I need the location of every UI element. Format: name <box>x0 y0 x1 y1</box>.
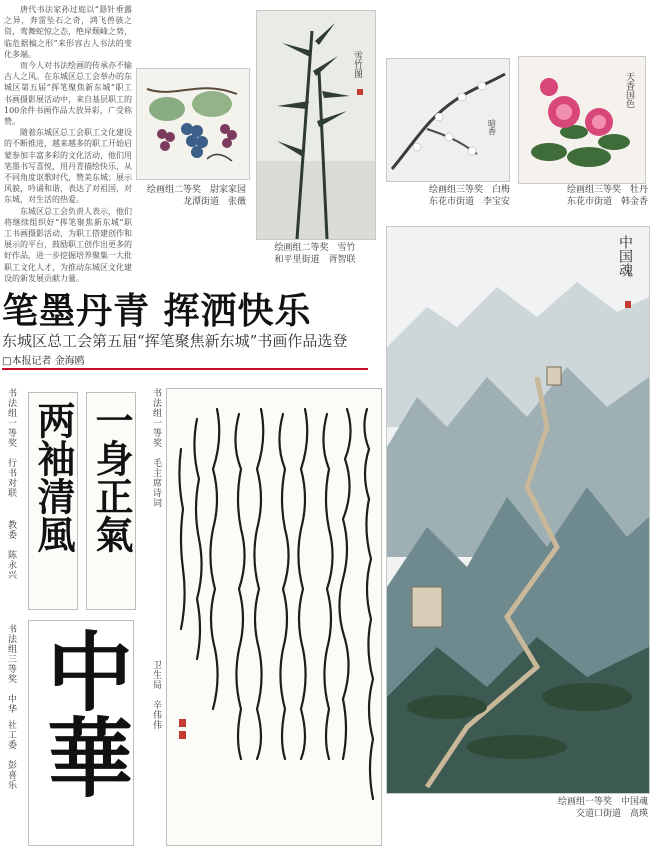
caption-line: 绘画组二等奖 雪竹 <box>274 243 356 253</box>
caption-line: 交道口街道 高瑛 <box>575 809 648 819</box>
painting-peony <box>518 56 646 184</box>
caption-poem-award: 书法组一等奖 毛主席诗词 <box>151 388 161 508</box>
painting-plum <box>386 58 510 182</box>
caption-couplet-award: 书法组一等奖 行书对联 <box>6 388 16 498</box>
caption-line: 绘画组三等奖 牡丹 <box>566 185 648 195</box>
caption-peony <box>530 184 648 208</box>
caption-couplet-author: 教委 陈永兴 <box>6 520 16 580</box>
svg-text:暗香: 暗香 <box>487 119 497 135</box>
svg-text:雪竹图: 雪竹图 <box>352 51 362 78</box>
zhonghua-scroll <box>28 620 134 846</box>
caption-poem-author: 卫生局 辛伟伟 <box>151 660 161 730</box>
zhonghua-text: 中華 <box>32 627 133 799</box>
caption-line: 东花市街道 李宝安 <box>428 197 510 207</box>
caption-line: 绘画组二等奖 尉家家园 <box>146 185 246 195</box>
plum-artwork <box>387 59 509 181</box>
caption-line: 绘画组一等奖 中国魂 <box>557 797 648 807</box>
bamboo-artwork <box>257 11 375 239</box>
couplet-left-scroll <box>28 392 78 610</box>
svg-text:天香国色: 天香国色 <box>624 72 634 108</box>
caption-zhonghua-award: 书法组三等奖 中华 <box>6 624 16 714</box>
article-paragraph: 而今人对书法绘画的传承亦不输古人之风。在东城区总工会举办的东城区第五届“挥笔聚焦新东城”职工书画摄影展活动中，来自基层职工的100余件书画作品大放异彩，广受称赞。 <box>4 61 132 127</box>
poem-calligraphy-artwork <box>167 389 381 845</box>
caption-bamboo <box>256 242 374 266</box>
poem-scroll <box>166 388 382 846</box>
painting-bamboo <box>256 10 376 240</box>
couplet-right-text: 一身正氣 <box>89 401 134 553</box>
divider <box>2 368 368 370</box>
caption-line: 绘画组三等奖 白梅 <box>428 185 510 195</box>
page-subtitle: 东城区总工会第五届“挥笔聚焦新东城”书画作品选登 <box>2 332 348 350</box>
painting-grapes <box>136 68 250 180</box>
couplet-right-scroll <box>86 392 136 610</box>
couplet-left-text: 两袖清風 <box>31 401 76 553</box>
caption-great-wall <box>520 796 648 820</box>
caption-plum <box>398 184 510 208</box>
caption-line: 和平里街道 胥智联 <box>274 255 356 265</box>
byline: □本报记者 金海鸥 <box>2 356 85 367</box>
painting-inscription: 中国魂 <box>617 235 633 277</box>
painting-great-wall <box>386 226 650 794</box>
article-paragraph: 唐代书法家孙过庭以“悬针垂露之异，奔雷坠石之奇，鸿飞兽骇之资，鸾舞蛇惊之态，绝岸颓峰之势，临危据槁之形”来形容古人书法的变化多端。 <box>4 5 132 59</box>
caption-line: 东花市街道 韩金香 <box>566 197 648 207</box>
peony-artwork <box>519 57 645 183</box>
caption-grapes <box>146 184 246 208</box>
page-title: 笔墨丹青 挥洒快乐 <box>2 291 312 332</box>
caption-line: 龙潭街道 张薇 <box>182 197 246 207</box>
caption-zhonghua-author: 社工委 彭喜乐 <box>6 720 16 790</box>
article-paragraph: 随着东城区总工会职工文化建设的不断推进，越来越多的职工开始启蒙参加丰富多彩的文化活动，他们用笔墨书写喜悦，用丹青描绘快乐，从不同角度讴歌时代，赞美东城；展示风貌，吟诵和谐，表达了对祖国，对东城，对生活的热爱。 <box>4 128 132 205</box>
article-paragraph: 东城区总工会负责人表示，他们将继续组织好“挥笔聚焦新东城”职工书画摄影活动，为职工搭建创作和展示的平台，鼓励职工创作出更多的好作品，进一步挖掘培养聚集一大批职工文化人才，为推动东城区文化建设的新发展贡献力量。 <box>4 206 132 283</box>
grapes-artwork <box>137 69 249 179</box>
article-body <box>4 4 132 284</box>
great-wall-artwork <box>387 227 649 793</box>
